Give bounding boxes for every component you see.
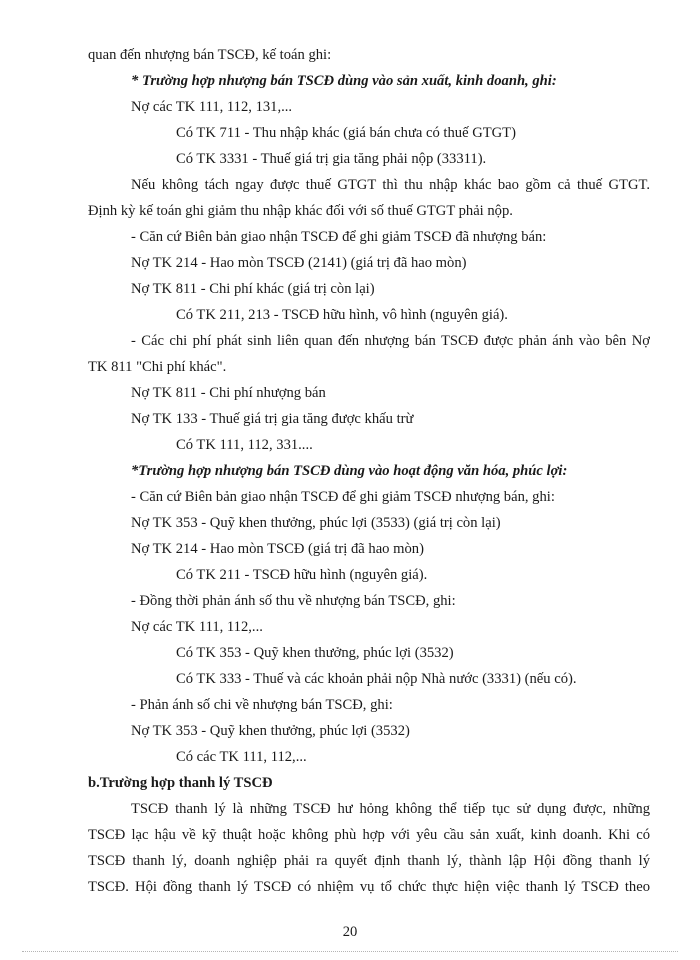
text-line: Nợ các TK 111, 112, 131,... — [131, 99, 293, 115]
text-line: Nợ TK 811 - Chi phí nhượng bán — [131, 385, 326, 401]
case-heading: *Trường hợp nhượng bán TSCĐ dùng vào hoạt động văn hóa, phúc lợi: — [131, 463, 568, 479]
text-line: Có TK 711 - Thu nhập khác (giá bán chưa có thuế GTGT) — [176, 125, 516, 141]
text-line: Nợ các TK 111, 112,... — [131, 619, 263, 635]
text-line: Nợ TK 214 - Hao mòn TSCĐ (2141) (giá trị đã hao mòn) — [131, 255, 467, 271]
text-line: TK 811 "Chi phí khác". — [88, 359, 227, 375]
text-line: Nợ TK 353 - Quỹ khen thưởng, phúc lợi (3532) — [131, 723, 410, 739]
paragraph-line: TSCĐ thanh lý là những TSCĐ hư hỏng không thể tiếp tục sử dụng được, những — [131, 801, 650, 817]
text-line: Nợ TK 811 - Chi phí khác (giá trị còn lại) — [131, 281, 375, 297]
page-divider — [22, 951, 678, 952]
section-heading: b.Trường hợp thanh lý TSCĐ — [88, 775, 273, 791]
paragraph-line: - Các chi phí phát sinh liên quan đến nhượng bán TSCĐ được phản ánh vào bên Nợ — [131, 333, 650, 349]
text-line: - Căn cứ Biên bản giao nhận TSCĐ để ghi giảm TSCĐ đã nhượng bán: — [131, 229, 547, 245]
paragraph-line: TSCĐ thanh lý, doanh nghiệp phải ra quyết định thanh lý, thành lập Hội đồng thanh lý — [88, 853, 650, 869]
text-line: Có các TK 111, 112,... — [176, 749, 307, 765]
text-line: Có TK 211 - TSCĐ hữu hình (nguyên giá). — [176, 567, 428, 583]
text-line: - Đồng thời phản ánh số thu về nhượng bán TSCĐ, ghi: — [131, 593, 456, 609]
text-line: Có TK 211, 213 - TSCĐ hữu hình, vô hình (nguyên giá). — [176, 307, 508, 323]
text-line: Nợ TK 214 - Hao mòn TSCĐ (giá trị đã hao mòn) — [131, 541, 424, 557]
paragraph-line: Nếu không tách ngay được thuế GTGT thì thu nhập khác bao gồm cả thuế GTGT. — [131, 177, 650, 193]
text-line: - Căn cứ Biên bản giao nhận TSCĐ để ghi giảm TSCĐ nhượng bán, ghi: — [131, 489, 555, 505]
text-line: Có TK 333 - Thuế và các khoản phải nộp Nhà nước (3331) (nếu có). — [176, 671, 577, 687]
text-line: - Phản ánh số chi về nhượng bán TSCĐ, ghi: — [131, 697, 393, 713]
paragraph-line: TSCĐ lạc hậu về kỹ thuật hoặc không phù hợp với yêu cầu sản xuất, kinh doanh. Khi có — [88, 827, 650, 843]
text-line: Nợ TK 133 - Thuế giá trị gia tăng được khấu trừ — [131, 411, 414, 427]
text-line: quan đến nhượng bán TSCĐ, kế toán ghi: — [88, 47, 332, 63]
text-line: Định kỳ kế toán ghi giảm thu nhập khác đối với số thuế GTGT phải nộp. — [88, 203, 513, 219]
paragraph-line: TSCĐ. Hội đồng thanh lý TSCĐ có nhiệm vụ tổ chức thực hiện việc thanh lý TSCĐ theo — [88, 879, 650, 895]
text-line: Có TK 3331 - Thuế giá trị gia tăng phải nộp (33311). — [176, 151, 487, 167]
case-heading: * Trường hợp nhượng bán TSCĐ dùng vào sản xuất, kinh doanh, ghi: — [131, 73, 557, 89]
text-line: Có TK 111, 112, 331.... — [176, 437, 313, 453]
text-line: Có TK 353 - Quỹ khen thưởng, phúc lợi (3532) — [176, 645, 454, 661]
text-line: Nợ TK 353 - Quỹ khen thưởng, phúc lợi (3533) (giá trị còn lại) — [131, 515, 501, 531]
page-number: 20 — [342, 924, 358, 940]
